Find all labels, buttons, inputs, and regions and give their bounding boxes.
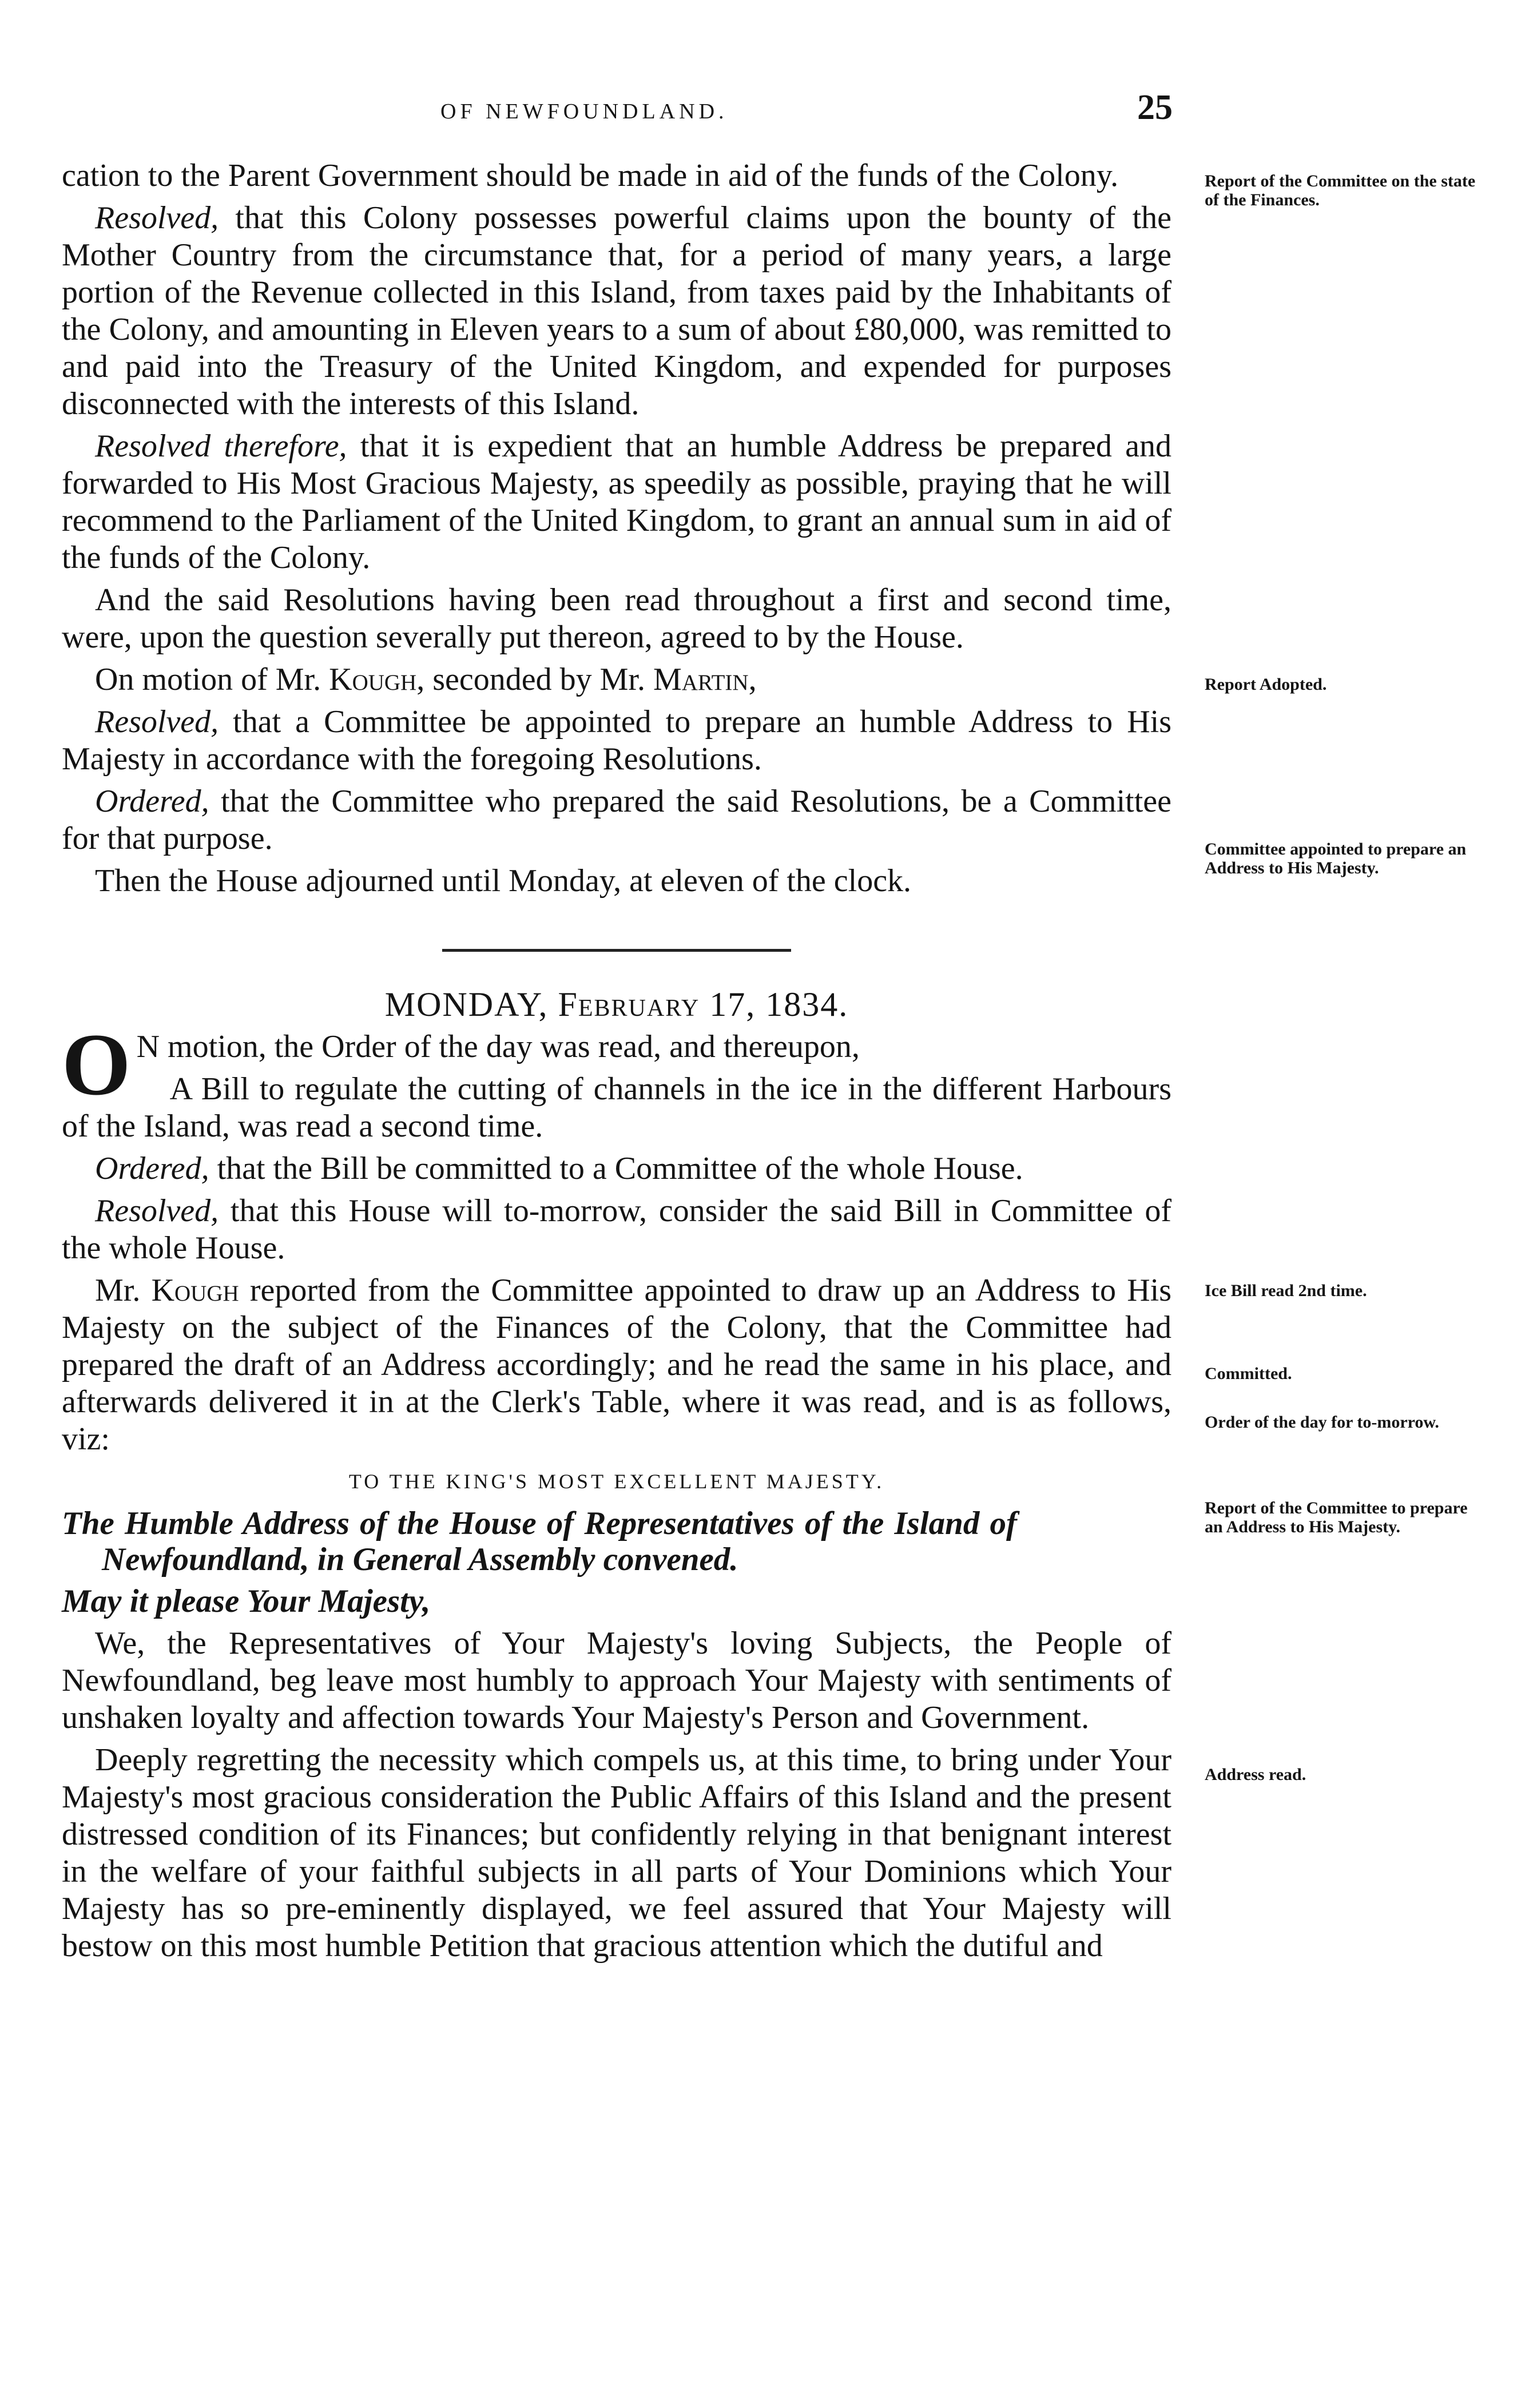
margin-notes	[1205, 0, 1479, 2408]
paragraph: Deeply regretting the necessity which compels us, at this time, to bring under Your Majesty's most gracious consideration the Public Affairs of this Island and the present distressed condition of its Finances; but confidently relying in that benignant interest in the welfare of your faithful subjects in all parts of Your Dominions which Your Majesty has so pre-eminently displayed, we feel assured that Your Majesty will bestow on this most humble Petition that gracious attention which the dutiful and	[62, 1742, 1171, 1964]
paragraph: Ordered, that the Committee who prepared the said Resolutions, be a Committee for that purpose.	[62, 784, 1171, 856]
margin-note: Address read.	[1205, 1765, 1306, 1784]
page-header	[63, 88, 1253, 140]
running-head: OF NEWFOUNDLAND.	[440, 100, 728, 124]
paragraph: Ordered, that the Bill be committed to a Committee of the whole House.	[95, 1151, 1023, 1186]
margin-note: Order of the day for to-morrow.	[1205, 1413, 1439, 1432]
paragraph: Then the House adjourned until Monday, at eleven of the clock.	[95, 863, 912, 899]
drop-cap: O	[62, 1015, 131, 1114]
paragraph: A Bill to regulate the cutting of channels in the ice in the different Harbours of the Island, was read a second time.	[62, 1071, 1171, 1144]
paragraph: We, the Representatives of Your Majesty's loving Subjects, the People of Newfoundland, beg leave most humbly to approach Your Majesty with sentiments of unshaken loyalty and affection towards Your Majesty's Person and Government.	[62, 1626, 1171, 1735]
paragraph: O N motion, the Order of the day was read, and thereupon,	[62, 1015, 860, 1114]
margin-note: Committed.	[1205, 1364, 1292, 1383]
paragraph: Resolved therefore, that it is expedient that an humble Address be prepared and forwarded to His Most Gracious Majesty, as speedily as possible, praying that he will recommend to the Parliament of the United Kingdom, to grant an annual sum in aid of the funds of the Colony.	[62, 428, 1171, 575]
margin-note: Report of the Committee to prepare an Address to His Majesty.	[1205, 1499, 1468, 1536]
margin-note: Committee appointed to prepare an Address to His Majesty.	[1205, 840, 1467, 877]
paragraph: Resolved, that a Committee be appointed to prepare an humble Address to His Majesty in accordance with the foregoing Resolutions.	[62, 704, 1171, 777]
paragraph: And the said Resolutions having been read throughout a first and second time, were, upon the question severally put thereon, agreed to by the House.	[62, 582, 1171, 655]
paragraph: Mr. Kough reported from the Committee appointed to draw up an Address to His Majesty on the subject of the Finances of the Colony, that the Committee had prepared the draft of an Address accordingly; and he read the same in his place, and afterwards delivered it in at the Clerk's Table, where it was read, and is as follows, viz:	[62, 1273, 1171, 1457]
margin-note: Ice Bill read 2nd time.	[1205, 1281, 1367, 1300]
main-text	[62, 157, 1171, 1970]
address-title: The Humble Address of the House of Representatives of the Island of Newfoundland, in General Assembly convened.	[62, 1505, 1017, 1577]
margin-note: Report of the Committee on the state of the Finances.	[1205, 172, 1476, 209]
page-number: 25	[1137, 88, 1173, 127]
section-divider	[442, 949, 791, 952]
salutation: May it please Your Majesty,	[62, 1583, 431, 1619]
paragraph: Resolved, that this House will to-morrow, consider the said Bill in Committee of the whole House.	[62, 1193, 1171, 1266]
paragraph: cation to the Parent Government should be made in aid of the funds of the Colony.	[62, 158, 1119, 193]
address-heading: TO THE KING'S MOST EXCELLENT MAJESTY.	[348, 1470, 885, 1493]
margin-note: Report Adopted.	[1205, 675, 1327, 694]
paragraph: Resolved, that this Colony possesses powerful claims upon the bounty of the Mother Country from the circumstance that, for a period of many years, a large portion of the Revenue collected in this Island, from taxes paid by the Inhabitants of the Colony, and amounting in Eleven years to a sum of about £80,000, was remitted to and paid into the Treasury of the United Kingdom, and expended for purposes disconnected with the interests of this Island.	[62, 200, 1171, 422]
date-heading: MONDAY, February 17, 1834.	[384, 986, 849, 1023]
paragraph: On motion of Mr. Kough, seconded by Mr. Martin,	[95, 662, 757, 697]
